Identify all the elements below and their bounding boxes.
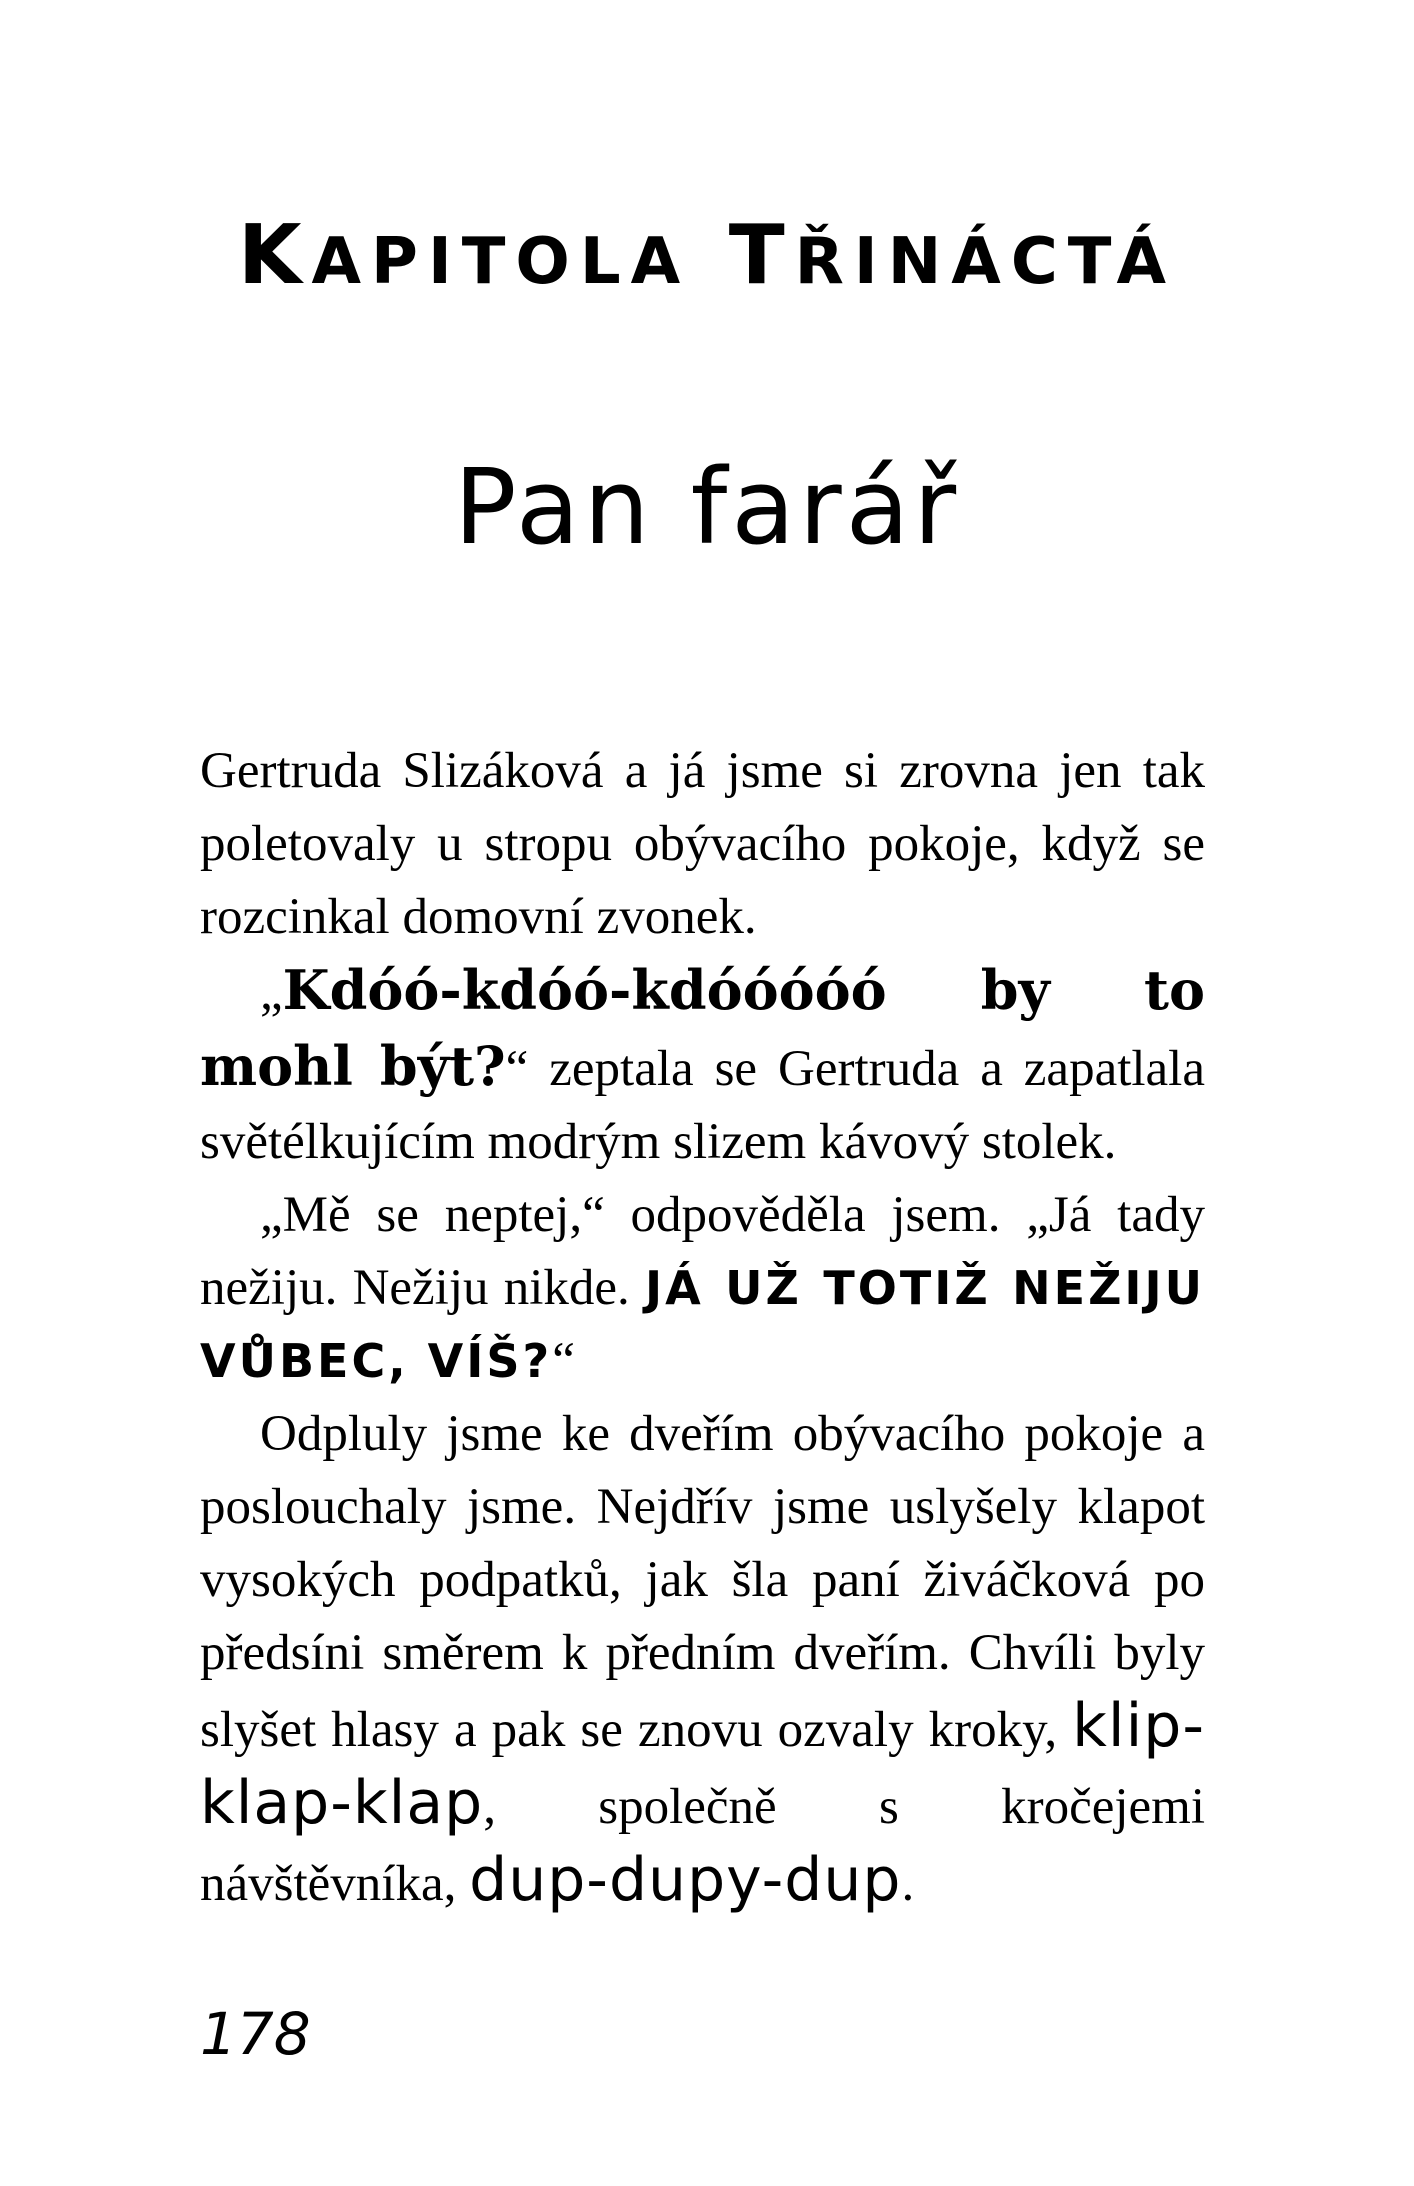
page-number: 178 xyxy=(200,2000,311,2068)
chapter-heading-word1: APITOLA xyxy=(311,225,691,299)
close-quote: “ xyxy=(552,1333,575,1389)
paragraph-4-text: Odpluly jsme ke dveřím obývacího pokoje a poslouchaly jsme. Nejdřív jsme uslyšely klapot vysokých podpatků, jak šla paní živáčková po předsíni směrem k předním dveřím. Chvíli byly slyšet hlasy a pak se znovu ozvaly kroky, xyxy=(200,1406,1205,1758)
paragraph-3-text: „Mě se neptej,“ odpověděla jsem. „Já tady nežiju. Nežiju nikde. xyxy=(200,1187,1205,1316)
paragraph-4 xyxy=(200,1398,1205,1921)
chapter-heading-word2-initial: T xyxy=(728,208,795,303)
paragraph-4-end: . xyxy=(901,1856,915,1912)
sound-effect-2: dup-dupy-dup xyxy=(469,1845,902,1915)
open-quote: „ xyxy=(260,965,283,1021)
chapter-heading-initial: K xyxy=(237,208,312,303)
paragraph-2 xyxy=(200,954,1205,1179)
paragraph-1: Gertruda Slizáková a já jsme si zrovna jen tak poletovaly u stropu obývacího pokoje, když se rozcinkal domovní zvonek. xyxy=(200,743,1205,945)
loud-text: JÁ UŽ TOTIŽ NEŽIJU VŮBEC, VÍŠ? xyxy=(200,1261,1206,1388)
paragraph-2-rest: “ zeptala se Gertruda a zapatlala světélkujícím modrým slizem kávový stolek. xyxy=(200,1041,1205,1170)
chapter-heading-word2: ŘINÁCTÁ xyxy=(794,225,1177,299)
chapter-heading xyxy=(0,208,1414,303)
shout-text: Kdóó-kdóó-kdóóóóó by to mohl být? xyxy=(200,958,1205,1098)
sound-effect-1: klip-klap-klap xyxy=(200,1691,1205,1838)
paragraph-4-mid: , společně s kročejemi návštěvníka, xyxy=(200,1779,1205,1912)
body-text xyxy=(200,735,1205,1921)
chapter-title: Pan farář xyxy=(453,446,961,568)
paragraph-3 xyxy=(200,1179,1205,1398)
